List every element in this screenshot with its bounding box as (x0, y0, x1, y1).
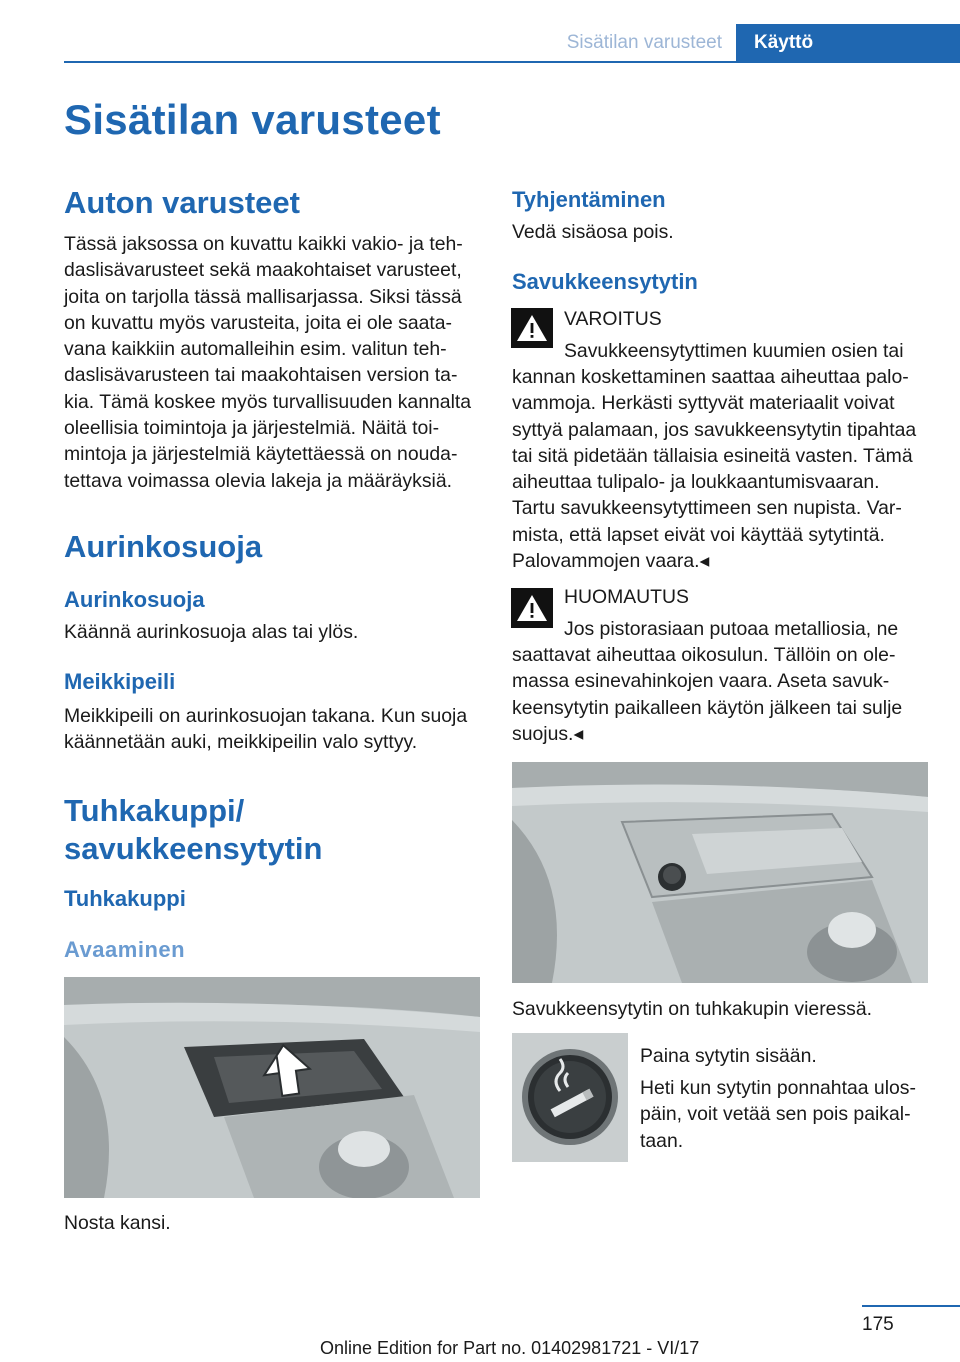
page-number: 175 (862, 1314, 894, 1335)
footer-edition: Online Edition for Part no. 01402981721 - VI/17 (320, 1338, 700, 1358)
header-chapter-tab: Käyttö (736, 24, 960, 62)
subheading-tyhjentaminen: Tyhjentäminen (512, 187, 666, 212)
footer-rule (862, 1305, 960, 1307)
header-rule (64, 61, 960, 63)
auton-varusteet-text: Tässä jaksossa on kuvattu kaikki vakio- ja teh- daslisävarusteet sekä maakohtaiset varusteet, joita on tarjolla tässä mallisarjassa. Siksi tässä on kuvattu myös varusteita, joita ei ole saata- vana kaikkiin automalleihin esim. valitun teh- daslisävarusteen tai maakohtaisen version ta- kia. Tämä koskee myös turvallisuuden kannalta oleellisia toimintoja ja järjestelmiä. Näitä toi- mintoja ja järjestelmiä käytettäessä on nouda- tettava voimassa olevia lakeja ja määräyksiä. (64, 233, 472, 492)
warning-triangle-icon (511, 308, 553, 348)
lighter-caption: Savukkeensytytin on tuhkakupin vieressä. (512, 998, 873, 1020)
heading-auton-varusteet: Auton varusteet (64, 185, 300, 220)
heading-tuhkakuppi-savukkeensytytin: Tuhkakuppi/ savukkeensytytin (64, 793, 323, 866)
subheading-meikkipeili: Meikkipeili (64, 669, 176, 694)
notice-label: HUOMAUTUS (564, 586, 689, 608)
lighter-step-1: Paina sytytin sisään. (640, 1045, 817, 1067)
subheading-savukkeensytytin: Savukkeensytytin (512, 269, 698, 294)
ashtray-photo (64, 977, 480, 1198)
warning-label: VAROITUS (564, 308, 662, 330)
tyhjentaminen-text: Vedä sisäosa pois. (512, 221, 674, 243)
heading-aurinkosuoja: Aurinkosuoja (64, 529, 263, 564)
subheading-tuhkakuppi: Tuhkakuppi (64, 886, 186, 911)
subheading-aurinkosuoja: Aurinkosuoja (64, 587, 205, 612)
cigarette-lighter-icon (512, 1033, 628, 1162)
page-title: Sisätilan varusteet (64, 96, 441, 143)
notice-first-line: Jos pistorasiaan putoaa metalliosia, ne (564, 618, 899, 640)
header-section-tab: Sisätilan varusteet (566, 32, 722, 53)
notice-text: saattavat aiheuttaa oikosulun. Tällöin on ole- massa esinevahinkojen vaara. Aseta savuk- keensytytin paikalleen käytön jälkeen tai sulje suojus.◂ (512, 644, 903, 745)
meikkipeili-text: Meikkipeili on aurinkosuojan takana. Kun suoja käännetään auki, meikkipeilin valo syttyy. (64, 705, 468, 754)
ashtray-illustration (64, 977, 480, 1198)
notice-triangle-icon (511, 588, 553, 628)
lighter-step-2: Heti kun sytytin ponnahtaa ulos- päin, voit vetää sen pois paikal- taan. (640, 1077, 916, 1152)
lighter-button-image (512, 1033, 628, 1162)
aurinkosuoja-text: Käännä aurinkosuoja alas tai ylös. (64, 621, 359, 643)
lighter-location-photo (512, 762, 928, 983)
warning-first-line: Savukkeensytyttimen kuumien osien tai (564, 340, 904, 362)
lighter-location-illustration (512, 762, 928, 983)
ashtray-caption: Nosta kansi. (64, 1212, 171, 1234)
warning-text: kannan koskettaminen saattaa aiheuttaa palo- vammoja. Herkästi syttyvät materiaalit voivat syttyä palamaan, jos savukkeensytytin tipahtaa tai sitä pidetään tällaisia esineitä vasten. Tämä aiheuttaa tulipalo- ja loukkaantumisvaaran. Tartu savukkeensytyttimeen sen nupista. Var- mista, että lapset eivät voi käyttää sytytintä. Palovammojen vaara.◂ (512, 366, 917, 573)
subheading-avaaminen: Avaaminen (64, 937, 186, 962)
